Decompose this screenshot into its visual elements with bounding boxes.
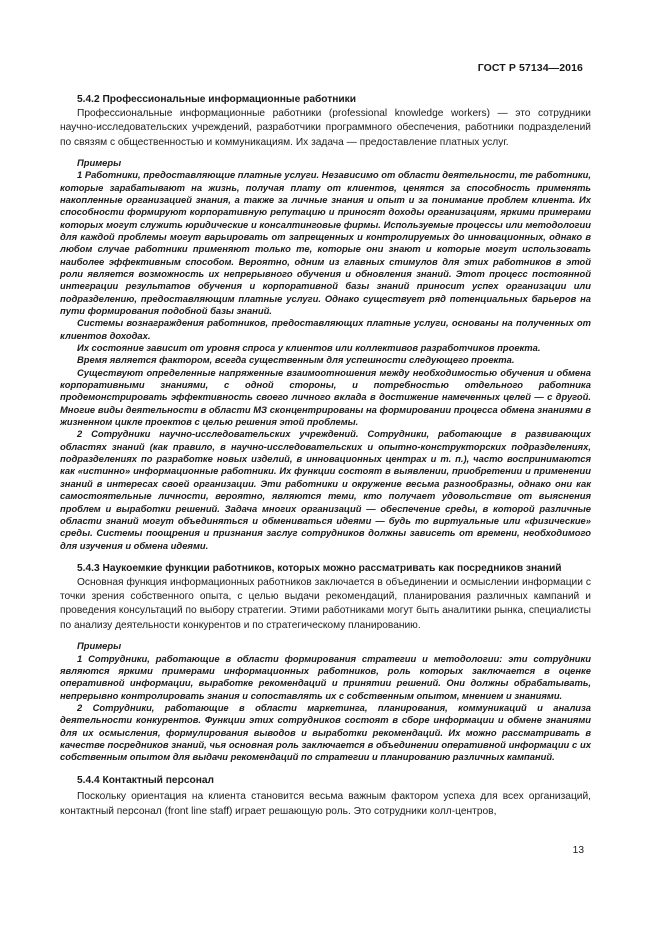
section-544-heading: 5.4.4 Контактный персонал bbox=[77, 774, 214, 786]
section-542-intro: Профессиональные информационные работники (professional knowledge workers) — это сотрудники научно-исследовательских учреждений, разработчики программного обеспечения, работники подразделений по связям с общественностью и коммуникациям. Их задача — предоставление платных услуг. bbox=[60, 107, 591, 148]
example-paragraph: 2 Сотрудники, работающие в области маркетинга, планирования, коммуникаций и анализа деятельности конкурентов. Функции этих сотрудников состоят в сборе информации и обмене знаниями для их осмысления, формулирования выводов и выработки рекомендаций. Их можно рассматривать в качестве посредников знаний, чья основная роль заключается в объединении оперативной информации с их собственным опытом для выдачи рекомендаций по стратегии и планированию различных кампаний. bbox=[60, 701, 591, 763]
example-paragraph: 2 Сотрудники научно-исследовательских учреждений. Сотрудники, работающие в развивающих областях знаний (как правило, в научно-исследовательских и опытно-конструкторских подразделениях, подразделениях по разработке новых изделий, в инновационных центрах и т. п.), часто воспринимаются как «истинно» информационные работники. Их функции состоят в выявлении, приобретении и применении знаний в интересах своей организации. Эти работники и окружение весьма разнообразны, однако они как самостоятельные личности, вероятно, являются теми, кто получает удовольствие от выяснения проблем и выработки решений. Задача многих организаций — обеспечение среды, в которой различные области знаний могут объединяться и обмениваться идеями — будь то виртуальные или «физические» среды. Системы поощрения и признания заслуг сотрудников должны зависеть от времени, необходимого для изучения и обмена идеями. bbox=[60, 428, 591, 551]
section-544-intro: Поскольку ориентация на клиента становится весьма важным фактором успеха для всех организаций, контактный персонал (front line staff) играет решающую роль. Это сотрудники колл-центров, bbox=[60, 791, 591, 817]
example-paragraph: Существуют определенные напряженные взаимоотношения между необходимостью обучения и обмена корпоративными знаниями, с одной стороны, и потребностью отдельного работника продемонстрировать эффективность своего личного вклада в достижение намеченных целей — с другой. Многие виды деятельности в области МЗ сконцентрированы на формировании процесса обмена знаниями в жизненном цикле проектов с целью решения этой проблемы. bbox=[60, 366, 591, 428]
section-542-examples-title: Примеры bbox=[77, 157, 122, 169]
page-number: 13 bbox=[572, 845, 584, 856]
section-543-examples-title: Примеры bbox=[77, 640, 122, 652]
example-paragraph: Время является фактором, всегда существенным для успешности следующего проекта. bbox=[77, 354, 515, 366]
section-543-heading: 5.4.3 Наукоемкие функции работников, которых можно рассматривать как посредников знаний bbox=[77, 562, 562, 574]
document-standard-id: ГОСТ Р 57134—2016 bbox=[477, 62, 583, 74]
page-content bbox=[60, 93, 591, 819]
example-paragraph: Их состояние зависит от уровня спроса у клиентов или коллективов разработчиков проекта. bbox=[77, 342, 541, 354]
section-542-heading: 5.4.2 Профессиональные информационные работники bbox=[77, 94, 357, 105]
section-543-intro: Основная функция информационных работников заключается в объединении и осмыслении информации с точки зрения собственного опыта, с целью выдачи рекомендаций, планирования различных кампаний и проведения консультаций по выбору стратегии. Этими работниками могут быть аналитики рынка, специалисты по анализу деятельности конкурентов и по стратегическому планированию. bbox=[60, 576, 591, 631]
example-paragraph: 1 Работники, предоставляющие платные услуги. Независимо от области деятельности, те работники, которые зарабатывают на жизнь, получая плату от клиентов, ценятся за способность применять накопленные организацией знания, а также за личные знания и опыт и за понимание проблем клиента. Их способности формируют корпоративную репутацию и приносят доходы организациям, яркими примерами которых могут служить юридические и консалтинговые фирмы. Используемые процессы или методологии для каждой проблемы могут варьировать от запрещенных и контролируемых до инновационных, однако в любом случае работники применяют только те, которые они знают и которые могут использовать наиболее эффективным способом. Вероятно, одним из главных стимулов для этих работников в этой роли является возможность их непрерывного обучения и обновления знаний. Этот процесс постоянной интеграции результатов обучения и корпоративной базы знаний приносит успех организации или подразделению, предоставляющим платные услуги. Однако существует ряд потенциальных барьеров на пути формирования подобной базы знаний. bbox=[60, 169, 591, 316]
example-paragraph: 1 Сотрудники, работающие в области формирования стратегии и методологии: эти сотрудники являются яркими примерами информационных работников, роль которых заключается в оценке оперативной информации, выработке рекомендаций и принятии решений. Они должны обрабатывать, непрерывно контролировать знания и сопоставлять их с собственным опытом, мнением и знаниями. bbox=[60, 652, 591, 701]
example-paragraph: Системы вознаграждения работников, предоставляющих платные услуги, основаны на полученных от клиентов доходах. bbox=[60, 317, 591, 341]
